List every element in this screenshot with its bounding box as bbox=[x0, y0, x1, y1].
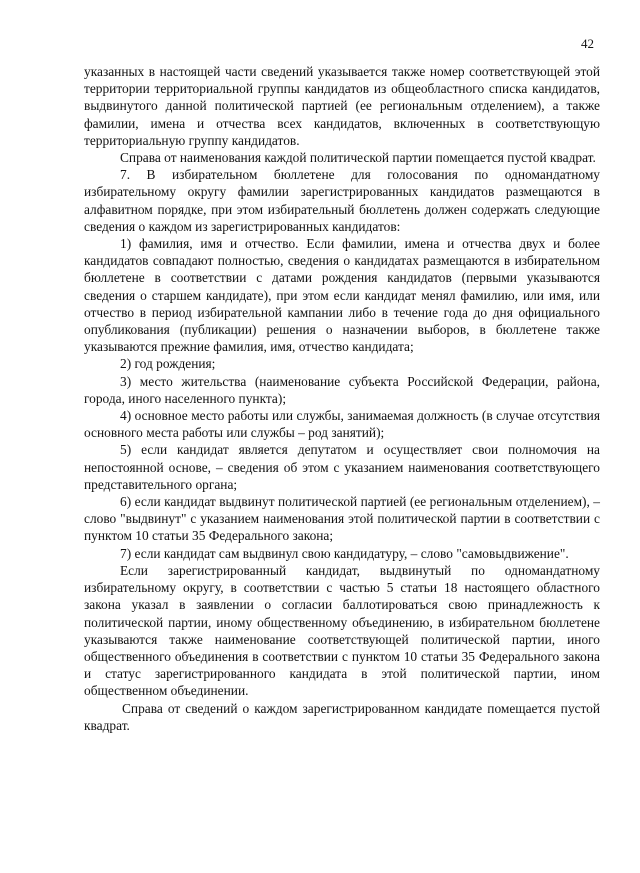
list-item: 6) если кандидат выдвинут политической партией (ее региональным отделением), – слово "выдвинут" с указанием наименования этой политической партии в соответствии с пунктом 10 статьи 35 Федерального закона; bbox=[84, 494, 600, 544]
list-item: 1) фамилия, имя и отчество. Если фамилии, имена и отчества двух и более кандидатов совпадают полностью, сведения о кандидатах размещаются в избирательном бюллетене в соответствии с датами рождения кандидатов (первыми указываются сведения о старшем кандидате), при этом если кандидат менял фамилию, или имя, или отчество в период избирательной кампании либо в течение года до дня официального опубликования (публикации) решения о назначении выборов, в бюллетене также указываются прежние фамилия, имя, отчество кандидата; bbox=[84, 236, 600, 355]
page-number: 42 bbox=[581, 36, 594, 51]
paragraph: Если зарегистрированный кандидат, выдвинутый по одномандатному избирательному округу, в соответствии с частью 5 статьи 18 настоящего областного закона указал в заявлении о согласии баллотироваться свою принадлежность к политической партии, иному общественному объединению, в избирательном бюллетене указываются также наименование соответствующей политической партии, иного общественного объединения в соответствии с пунктом 10 статьи 35 Федерального закона и статус зарегистрированного кандидата в этой политической партии, ином общественном объединении. bbox=[84, 562, 600, 699]
list-item: 4) основное место работы или службы, занимаемая должность (в случае отсутствия основного места работы или службы – род занятий); bbox=[84, 408, 600, 441]
document-body bbox=[84, 63, 600, 734]
list-item: 7) если кандидат сам выдвинул свою кандидатуру, – слово "самовыдвижение". bbox=[120, 545, 569, 561]
paragraph: 7. В избирательном бюллетене для голосования по одномандатному избирательному округу фамилии зарегистрированных кандидатов размещаются в алфавитном порядке, при этом избирательный бюллетень должен содержать следующие сведения о каждом из зарегистрированных кандидатов: bbox=[84, 167, 600, 234]
paragraph: Справа от наименования каждой политической партии помещается пустой квадрат. bbox=[120, 150, 596, 166]
list-item: 5) если кандидат является депутатом и осуществляет свои полномочия на непостоянной основе, – сведения об этом с указанием наименования соответствующего представительного органа; bbox=[84, 442, 600, 492]
paragraph: указанных в настоящей части сведений указывается также номер соответствующей этой территории территориальной группы кандидатов из общеобластного списка кандидатов, выдвинутого данной политической партией (ее региональным отделением), а также фамилии, имена и отчества всех кандидатов, включенных в соответствующую территориальную группу кандидатов. bbox=[84, 64, 600, 148]
list-item: 3) место жительства (наименование субъекта Российской Федерации, района, города, иного населенного пункта); bbox=[84, 373, 600, 406]
paragraph: Справа от сведений о каждом зарегистрированном кандидате помещается пустой квадрат. bbox=[84, 700, 600, 733]
list-item: 2) год рождения; bbox=[120, 356, 216, 372]
